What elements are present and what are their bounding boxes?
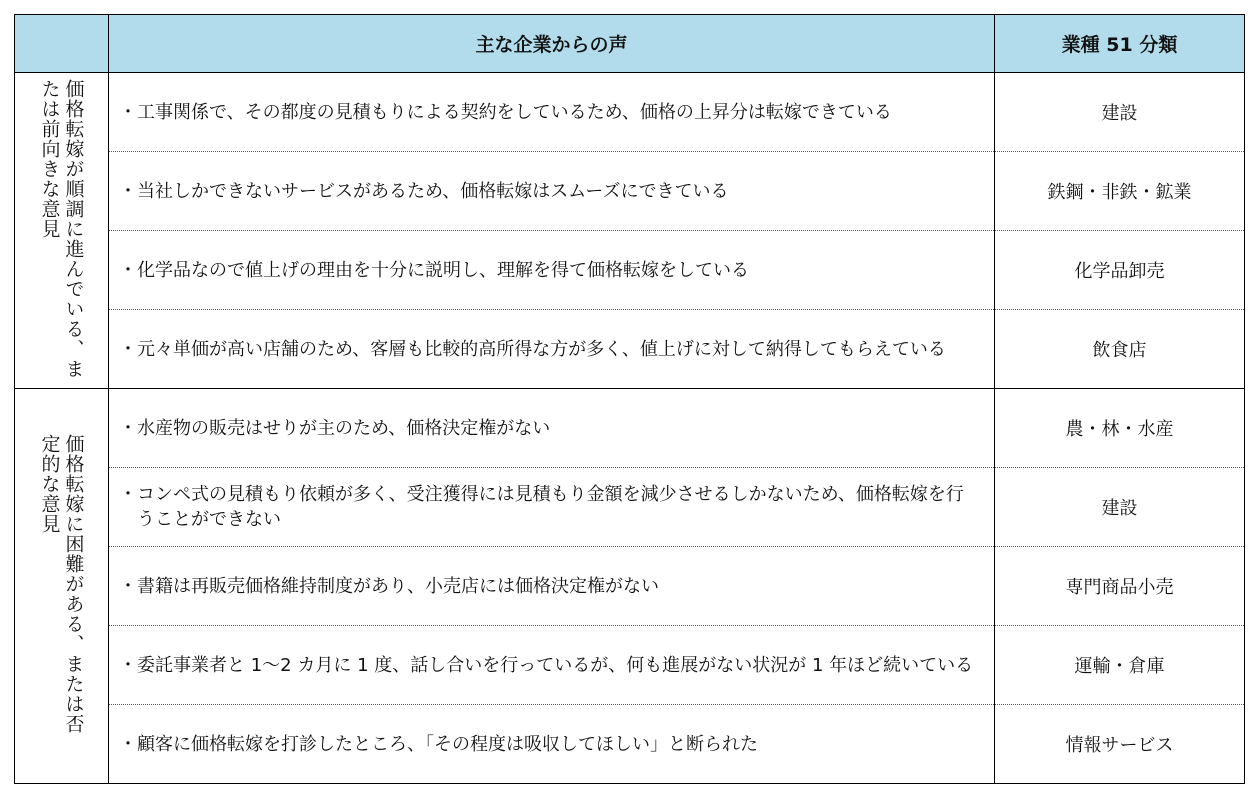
voice-text: ・委託事業者と 1～2 カ月に 1 度、話し合いを行っているが、何も進展がない状況が 1 年ほど続いている — [119, 654, 974, 676]
table-row — [15, 73, 1245, 152]
voice-cell — [109, 626, 995, 705]
header-industry: 業種 51 分類 — [995, 15, 1245, 73]
voice-text: ・書籍は再販売価格維持制度があり、小売店には価格決定権がない — [119, 575, 659, 597]
industry-cell: 化学品卸売 — [995, 231, 1245, 310]
voice-text: ・当社しかできないサービスがあるため、価格転嫁はスムーズにできている — [119, 180, 729, 202]
voice-cell — [109, 73, 995, 152]
voice-cell — [109, 152, 995, 231]
table-row — [15, 705, 1245, 784]
table-row — [15, 389, 1245, 468]
voice-text: ・元々単価が高い店舗のため、客層も比較的高所得な方が多く、値上げに対して納得してもらえている — [119, 338, 946, 360]
industry-cell: 情報サービス — [995, 705, 1245, 784]
voice-cell — [109, 310, 995, 389]
voice-cell — [109, 231, 995, 310]
table-row — [15, 310, 1245, 389]
voice-text: ・コンペ式の見積もり依頼が多く、受注獲得には見積もり金額を減少させるしかないため、価格転嫁を行うことができない — [119, 484, 964, 530]
table-row — [15, 152, 1245, 231]
voice-cell — [109, 468, 995, 547]
header-category — [15, 15, 109, 73]
voice-text: ・顧客に価格転嫁を打診したところ、「その程度は吸収してほしい」と断られた — [119, 733, 758, 755]
industry-cell: 鉄鋼・非鉄・鉱業 — [995, 152, 1245, 231]
industry-cell: 専門商品小売 — [995, 547, 1245, 626]
table-row — [15, 626, 1245, 705]
table-row — [15, 231, 1245, 310]
category-label: 価格転嫁が順調に進んでいる、または前向きな意見 — [38, 78, 85, 379]
table-row — [15, 547, 1245, 626]
industry-cell: 建設 — [995, 468, 1245, 547]
header-voice: 主な企業からの声 — [109, 15, 995, 73]
voice-cell — [109, 705, 995, 784]
industry-cell: 農・林・水産 — [995, 389, 1245, 468]
category-positive — [15, 73, 109, 389]
company-voices-table — [14, 14, 1245, 784]
industry-cell: 飲食店 — [995, 310, 1245, 389]
table-row — [15, 468, 1245, 547]
voice-cell — [109, 547, 995, 626]
category-negative — [15, 389, 109, 784]
voice-text: ・水産物の販売はせりが主のため、価格決定権がない — [119, 417, 551, 439]
table-body — [15, 73, 1245, 784]
voice-text: ・化学品なので値上げの理由を十分に説明し、理解を得て価格転嫁をしている — [119, 259, 749, 281]
industry-cell: 建設 — [995, 73, 1245, 152]
industry-cell: 運輸・倉庫 — [995, 626, 1245, 705]
voice-cell — [109, 389, 995, 468]
category-label: 価格転嫁に困難がある、または否定的な意見 — [38, 434, 85, 734]
voice-text: ・工事関係で、その都度の見積もりによる契約をしているため、価格の上昇分は転嫁できている — [119, 101, 892, 123]
table-header — [15, 15, 1245, 73]
